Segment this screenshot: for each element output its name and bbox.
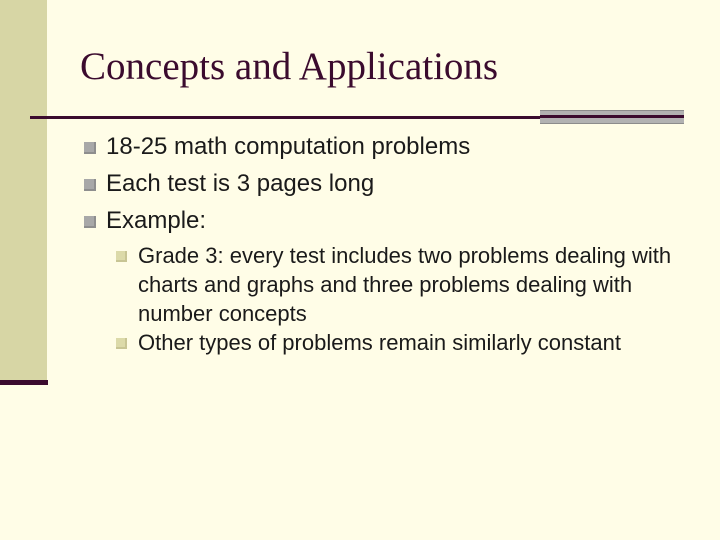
bullet-item bbox=[82, 128, 692, 165]
side-band-accent bbox=[0, 380, 48, 385]
sub-bullet-text: Grade 3: every test includes two problems dealing with charts and graphs and three problems dealing with number concepts bbox=[138, 243, 672, 326]
sub-bullet-square-icon bbox=[116, 251, 127, 262]
bullet-item bbox=[82, 202, 692, 357]
bullet-item bbox=[82, 165, 692, 202]
sub-bullet-list bbox=[106, 241, 692, 357]
bullet-text: 18-25 math computation problems bbox=[106, 133, 471, 160]
bullet-square-icon bbox=[84, 142, 96, 154]
bullet-square-icon bbox=[84, 216, 96, 228]
bullet-square-icon bbox=[84, 179, 96, 191]
slide-title: Concepts and Applications bbox=[80, 45, 499, 88]
bullet-list bbox=[82, 128, 692, 357]
sub-bullet-text: Other types of problems remain similarly constant bbox=[138, 330, 621, 355]
sub-bullet-square-icon bbox=[116, 338, 127, 349]
bullet-text: Example: bbox=[106, 207, 207, 234]
bullet-text: Each test is 3 pages long bbox=[106, 170, 375, 197]
title-divider-accent-line bbox=[540, 115, 684, 118]
sub-bullet-item bbox=[116, 328, 692, 357]
title-divider-accent bbox=[540, 110, 684, 124]
sub-bullet-item bbox=[116, 241, 692, 328]
side-band bbox=[0, 0, 47, 383]
